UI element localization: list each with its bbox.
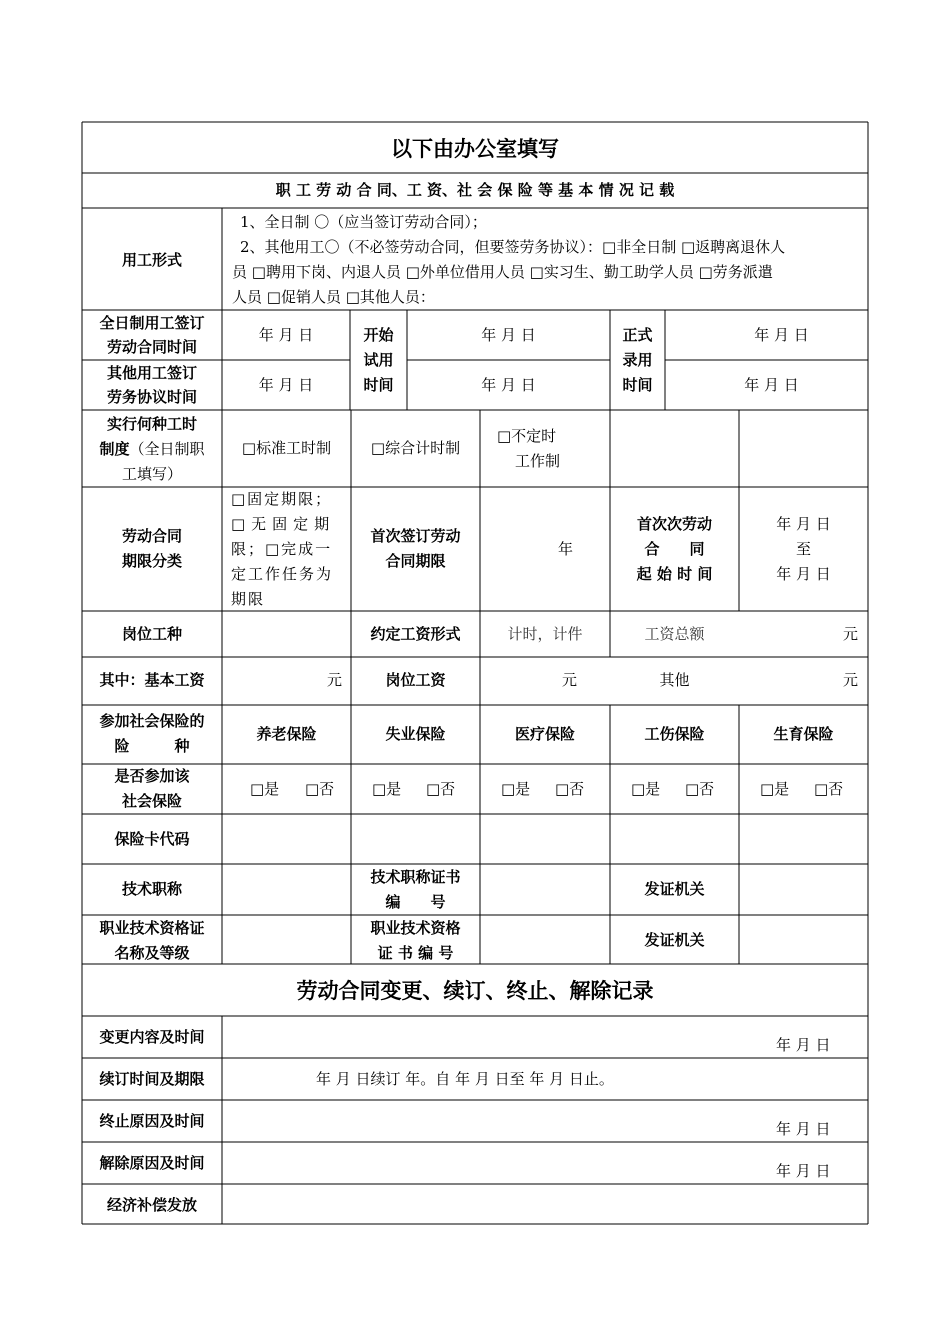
- employment-other-option[interactable]: 2、其他用工〇（不必签劳动合同，但要签劳务协议）：□非全日制 □返聘离退休人: [240, 238, 786, 256]
- first-contract-start-label: [610, 512, 739, 587]
- qualification-issuer-label: 发证机关: [644, 931, 705, 949]
- employment-label: 用工形式: [121, 251, 182, 269]
- first-start-label-2: 合 同: [644, 540, 705, 558]
- insurance-types-label-1: 参加社会保险的: [99, 712, 205, 730]
- range-2: 至: [795, 540, 811, 558]
- basic-wage-label: 其中：基本工资: [99, 671, 205, 689]
- change-content-label: 变更内容及时间: [99, 1028, 205, 1046]
- compensation-label: 经济补偿发放: [106, 1196, 197, 1214]
- insurance-injury: 工伤保险: [644, 725, 705, 743]
- termination-label: 终止原因及时间: [99, 1112, 205, 1130]
- range-1: 年 月 日: [776, 515, 831, 533]
- contract-term-option-4: 定工作任务为: [231, 565, 334, 583]
- wage-total-label: 工资总额: [644, 625, 705, 643]
- qualification-label-2: 名称及等级: [114, 944, 190, 962]
- pension-yes-checkbox[interactable]: □是: [250, 780, 280, 798]
- other-wage-unit: 元: [843, 671, 859, 689]
- change-date-field[interactable]: 年 月 日: [776, 1036, 831, 1054]
- worktime-standard-checkbox[interactable]: □标准工时制: [241, 439, 332, 457]
- unemployment-no-checkbox[interactable]: □否: [426, 780, 456, 798]
- termination-date-field[interactable]: 年 月 日: [776, 1120, 831, 1138]
- employment-other-types-line[interactable]: 员 □聘用下岗、内退人员 □外单位借用人员 □实习生、勤工助学人员 □劳务派遣: [232, 263, 773, 281]
- fulltime-contract-date-field[interactable]: 年 月 日: [258, 326, 314, 344]
- insurance-unemployment: 失业保险: [385, 725, 446, 743]
- probation-label-2: 试用: [363, 351, 394, 369]
- contract-term-option-5: 期限: [231, 590, 266, 608]
- other-agreement-date-label-2: 劳务协议时间: [106, 388, 197, 406]
- probation-label-1: 开始: [363, 326, 394, 344]
- qualification-number-label: [351, 916, 480, 966]
- worktime-label: [82, 412, 222, 487]
- unemployment-yes-checkbox[interactable]: □是: [372, 780, 402, 798]
- form-title: 以下由办公室填写: [391, 137, 559, 161]
- form-subtitle: 职 工 劳 动 合 同、工 资、社 会 保 险 等 基 本 情 况 记 载: [275, 181, 675, 199]
- first-contract-term-label: [351, 524, 480, 574]
- renew-text-field[interactable]: 年 月 日续订 年。自 年 月 日至 年 月 日止。: [316, 1070, 614, 1088]
- formal-label-1: 正式: [622, 326, 653, 344]
- cancellation-date-field[interactable]: 年 月 日: [776, 1162, 831, 1180]
- formal-hire-date-field-2[interactable]: 年 月 日: [744, 376, 799, 394]
- insurance-pension: 养老保险: [256, 725, 317, 743]
- insurance-types-label: [82, 709, 222, 759]
- tech-cert-issuer-label: 发证机关: [644, 880, 705, 898]
- contract-term-label-2: 期限分类: [121, 552, 182, 570]
- probation-label-3: 时间: [363, 376, 394, 394]
- insurance-joined-label-1: 是否参加该: [114, 767, 190, 785]
- post-type-label: 岗位工种: [121, 625, 182, 643]
- range-3: 年 月 日: [776, 565, 831, 583]
- renew-label: 续订时间及期限: [99, 1070, 205, 1088]
- insurance-medical: 医疗保险: [514, 725, 575, 743]
- qualification-number-label-2: 证 书 编 号: [377, 944, 454, 962]
- qualification-label: [82, 916, 222, 966]
- contract-term-options[interactable]: [231, 487, 335, 612]
- first-start-label-1: 首次次劳动: [636, 515, 712, 533]
- contract-term-option-3: 限；□完成一: [231, 540, 333, 558]
- maternity-yes-checkbox[interactable]: □是: [760, 780, 790, 798]
- tech-cert-number-label-1: 技术职称证书: [370, 868, 461, 886]
- other-agreement-date-label-1: 其他用工签订: [106, 364, 197, 382]
- employment-other-types-line-2[interactable]: 人员 □促销人员 □其他人员：: [232, 288, 435, 306]
- contract-term-label: [82, 524, 222, 574]
- first-term-label-2: 合同期限: [385, 552, 446, 570]
- pension-no-checkbox[interactable]: □否: [305, 780, 335, 798]
- probation-date-field-2[interactable]: 年 月 日: [481, 376, 536, 394]
- formal-label-3: 时间: [622, 376, 653, 394]
- formal-hire-date-field-1[interactable]: 年 月 日: [754, 326, 809, 344]
- first-term-label-1: 首次签订劳动: [370, 527, 461, 545]
- worktime-label-2a: 制度: [99, 440, 130, 458]
- insurance-maternity: 生育保险: [773, 725, 834, 743]
- first-contract-term-field[interactable]: 年: [558, 540, 574, 558]
- cancellation-label: 解除原因及时间: [99, 1154, 205, 1172]
- wage-form-value[interactable]: 计时，计件: [507, 625, 583, 643]
- formal-label-2: 录用: [622, 351, 653, 369]
- tech-cert-number-label-2: 编 号: [385, 893, 446, 911]
- tech-title-label: 技术职称: [121, 880, 182, 898]
- contract-term-label-1: 劳动合同: [121, 527, 182, 545]
- medical-no-checkbox[interactable]: □否: [555, 780, 585, 798]
- worktime-irregular-checkbox[interactable]: [497, 424, 560, 474]
- qualification-label-1: 职业技术资格证: [99, 919, 205, 937]
- insurance-types-label-2: 险 种: [114, 737, 190, 755]
- changes-section-title: 劳动合同变更、续订、终止、解除记录: [296, 979, 654, 1003]
- post-wage-label: 岗位工资: [385, 671, 446, 689]
- employment-fulltime-option[interactable]: 1、全日制 〇（应当签订劳动合同）；: [240, 213, 487, 231]
- worktime-label-3: 工填写）: [121, 465, 182, 483]
- post-wage-unit: 元: [562, 671, 578, 689]
- first-contract-start-field[interactable]: [739, 512, 868, 587]
- formal-hire-label: [610, 323, 665, 398]
- maternity-no-checkbox[interactable]: □否: [814, 780, 844, 798]
- other-wage-label: 其他: [659, 671, 690, 689]
- first-start-label-3: 起 始 时 间: [636, 565, 713, 583]
- other-agreement-date-field[interactable]: 年 月 日: [258, 376, 314, 394]
- worktime-irregular-1: □不定时: [497, 427, 557, 445]
- qualification-number-label-1: 职业技术资格: [370, 919, 461, 937]
- probation-date-field-1[interactable]: 年 月 日: [481, 326, 536, 344]
- fulltime-contract-date-label-1: 全日制用工签订: [99, 314, 205, 332]
- wage-form-label: 约定工资形式: [370, 625, 461, 643]
- probation-start-label: [350, 323, 407, 398]
- contract-term-option-1: □固定期限；: [231, 490, 333, 508]
- insurance-joined-label: [82, 764, 222, 814]
- other-agreement-date-label: [82, 361, 222, 409]
- worktime-label-1: 实行何种工时: [106, 415, 197, 433]
- worktime-irregular-2: 工作制: [515, 452, 561, 470]
- fulltime-contract-date-label: [82, 311, 222, 359]
- basic-wage-unit: 元: [327, 671, 343, 689]
- tech-cert-number-label: [351, 865, 480, 915]
- insurance-card-label: 保险卡代码: [114, 830, 190, 848]
- contract-term-option-2: □无固定期: [231, 515, 336, 533]
- fulltime-contract-date-label-2: 劳动合同时间: [106, 338, 197, 356]
- injury-yes-checkbox[interactable]: □是: [631, 780, 661, 798]
- insurance-joined-label-2: 社会保险: [121, 792, 182, 810]
- medical-yes-checkbox[interactable]: □是: [501, 780, 531, 798]
- worktime-label-2b: （全日制职: [129, 440, 205, 458]
- worktime-composite-checkbox[interactable]: □综合计时制: [370, 439, 461, 457]
- wage-total-unit: 元: [843, 625, 859, 643]
- injury-no-checkbox[interactable]: □否: [685, 780, 715, 798]
